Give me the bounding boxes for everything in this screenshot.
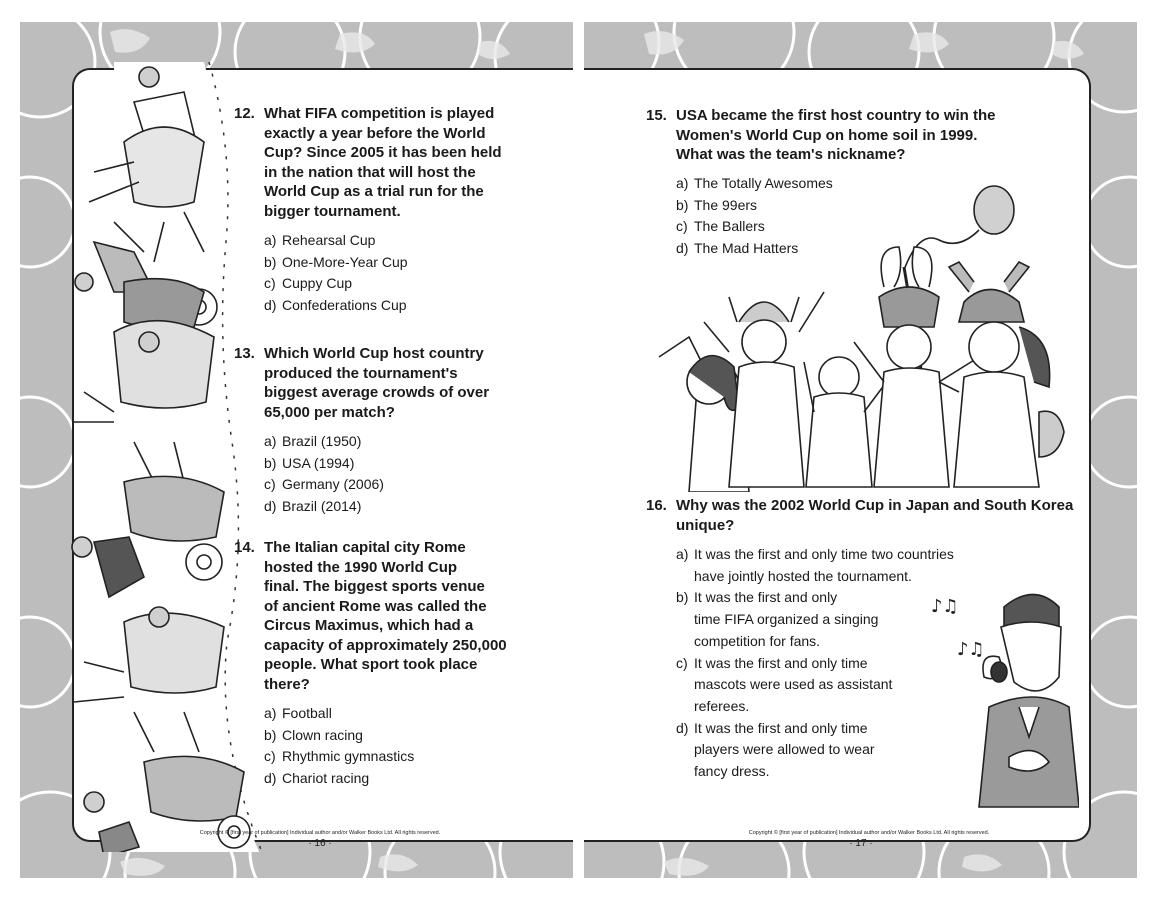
option-letter: a) [676,175,689,191]
option-text: The Mad Hatters [694,240,799,257]
answer-option-c[interactable] [676,653,954,718]
option-text: time FIFA organized a singing [694,611,879,628]
question-line: bigger tournament. [264,202,401,220]
question-line: 65,000 per match? [264,403,395,421]
option-text: Football [282,705,332,721]
question-number: 16. [646,497,667,514]
answer-options [264,230,408,317]
question-text [264,104,502,221]
question-line: exactly a year before the World [264,124,486,142]
answer-option-d[interactable] [676,718,954,783]
option-letter: d) [676,240,689,257]
answer-option-b[interactable] [264,453,384,475]
svg-text:♪♫: ♪♫ [931,596,959,617]
option-text: The 99ers [694,196,758,213]
question-line: unique? [676,516,735,534]
question-number: 12. [234,105,255,122]
option-letter: b) [264,253,277,270]
question-line: World Cup as a trial run for the [264,183,484,200]
question-number: 15. [646,107,667,124]
option-letter: a) [264,705,277,721]
answer-option-b[interactable] [264,252,408,274]
question-line: capacity of approximately 250,000 [264,636,507,654]
option-text: It was the first and only time [694,654,868,671]
option-text: mascots were used as assistant [694,676,893,693]
answer-option-a[interactable] [676,544,954,587]
answer-option-c[interactable] [264,474,384,496]
page-number: · 17 · [849,838,873,849]
option-text: players were allowed to wear [694,741,875,758]
left-page [20,22,573,878]
option-text: Germany (2006) [282,476,384,493]
option-letter: c) [264,275,276,292]
svg-text:♪♫: ♪♫ [957,639,985,660]
question-line: Which World Cup host country [264,345,484,362]
question-text [676,106,995,165]
question-line: Women's World Cup on home soil in 1999. [676,126,978,144]
question-line: Cup? Since 2005 it has been held [264,144,502,161]
option-letter: b) [676,196,689,213]
option-text: Confederations Cup [282,297,407,314]
option-letter: d) [264,498,277,515]
answer-option-b[interactable] [264,725,414,747]
answer-option-a[interactable] [264,703,414,725]
option-text: Brazil (1950) [282,433,362,449]
option-text: One-More-Year Cup [282,253,408,270]
option-text: It was the first and only time [694,719,868,736]
option-text: It was the first and only time two countries [694,546,954,562]
option-letter: b) [264,454,277,471]
option-text: It was the first and only [694,589,838,606]
question-line: Circus Maximus, which had a [264,617,474,634]
question-line: final. The biggest sports venue [264,578,485,595]
question-line: biggest average crowds of over [264,384,490,401]
question-line: there? [264,675,310,693]
copyright-footer: Copyright © [first year of publication] Individual author and/or Walker Books Ltd. All rights reserved. [748,830,990,836]
chariot-racers-illustration [54,62,264,852]
question-text [264,344,489,422]
question-line: hosted the 1990 World Cup [264,558,458,576]
copyright-footer: Copyright © [first year of publication] Individual author and/or Walker Books Ltd. All rights reserved. [199,830,441,836]
option-letter: c) [264,476,276,493]
option-text: Clown racing [282,726,363,743]
question-line: in the nation that will host the [264,163,476,181]
question-line: What FIFA competition is played [264,105,495,122]
option-text: The Ballers [694,218,765,235]
answer-options [264,703,414,790]
option-letter: a) [264,232,277,248]
answer-options [676,544,954,783]
question-line: produced the tournament's [264,364,458,382]
option-letter: d) [676,719,689,736]
question-line: The Italian capital city Rome [264,539,466,556]
option-text: USA (1994) [282,454,355,471]
answer-option-a[interactable] [264,230,408,252]
option-text: The Totally Awesomes [694,175,833,191]
option-letter: b) [264,726,277,743]
answer-option-b[interactable] [676,587,954,652]
option-text: Cuppy Cup [282,275,353,292]
answer-option-d[interactable] [264,496,384,518]
answer-option-c[interactable] [264,273,408,295]
answer-option-a[interactable] [264,431,384,453]
option-letter: a) [264,433,277,449]
question-text [676,496,1073,535]
singing-fan-illustration [929,567,1079,817]
option-letter: d) [264,297,277,314]
option-text: Brazil (2014) [282,498,362,515]
option-letter: b) [676,589,689,606]
right-page [584,22,1137,878]
option-text: have jointly hosted the tournament. [694,567,912,584]
question-number: 14. [234,539,255,556]
question-text [264,538,507,694]
answer-option-c[interactable] [264,746,414,768]
question-line: What was the team's nickname? [676,146,906,163]
option-text: competition for fans. [694,632,821,649]
answer-options [264,431,384,518]
page-number: · 16 · [308,838,332,849]
option-letter: d) [264,770,277,787]
option-text: Chariot racing [282,770,370,787]
question-line: USA became the first host country to win the [676,107,996,124]
question-line: of ancient Rome was called the [264,597,487,615]
option-text: Rehearsal Cup [282,232,376,248]
option-letter: a) [676,546,689,562]
question-number: 13. [234,345,255,362]
question-line: people. What sport took place [264,656,478,673]
option-letter: c) [676,218,688,235]
option-text: referees. [694,697,750,714]
cheering-fans-illustration [639,182,1089,492]
answer-option-d[interactable] [264,768,414,790]
option-text: fancy dress. [694,763,770,780]
answer-option-d[interactable] [264,295,408,317]
option-letter: c) [264,748,276,765]
option-text: Rhythmic gymnastics [282,748,415,765]
option-letter: c) [676,654,688,671]
question-line: Why was the 2002 World Cup in Japan and South Korea [676,497,1074,514]
